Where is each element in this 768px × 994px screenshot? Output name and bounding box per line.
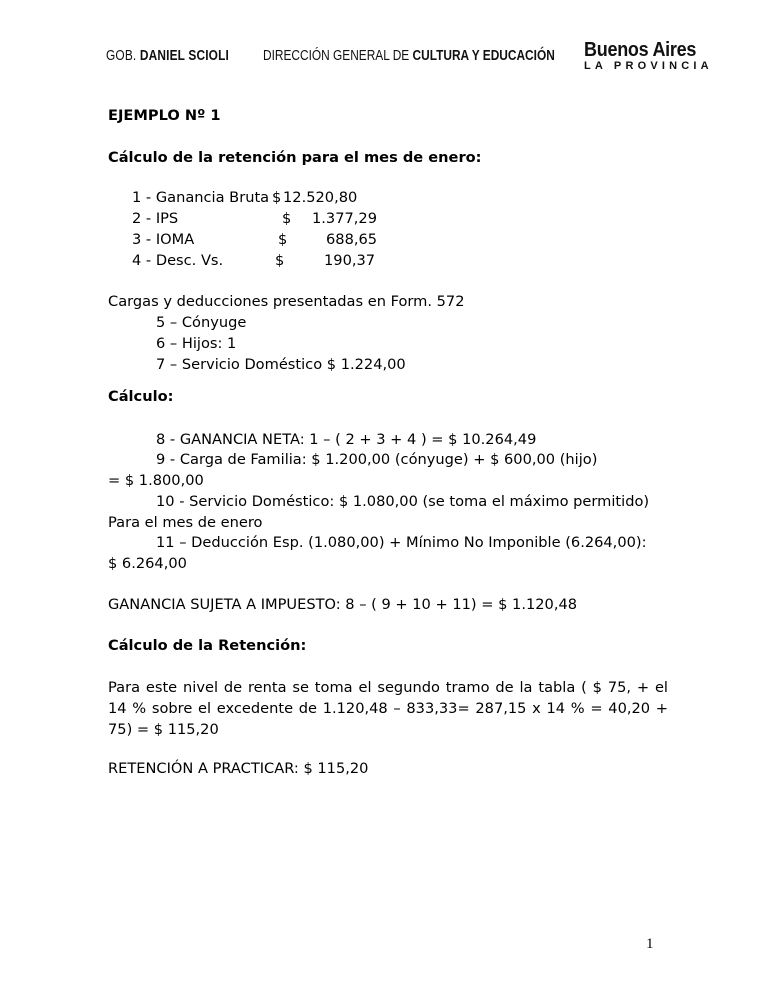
gob-name: DANIEL SCIOLI: [139, 48, 229, 64]
retencion-paragraph: Para este nivel de renta se toma el segundo tramo de la tabla ( $ 75, + el 14 % sobre el excedente de 1.120,48 – 833,33= 287,15 x 14 % = 40,20 + 75) = $ 115,20: [108, 679, 668, 738]
dir-prefix: DIRECCIÓN GENERAL DE: [263, 48, 410, 64]
item-amount: 1.377,29: [312, 210, 377, 227]
item-currency: $: [272, 189, 282, 206]
gob-prefix: GOB.: [106, 48, 137, 64]
calc-line-11: 11 – Deducción Esp. (1.080,00) + Mínimo No Imponible (6.264,00):: [156, 534, 647, 551]
item-amount: 12.520,80: [283, 189, 358, 206]
calculo-heading: Cálculo:: [108, 388, 174, 405]
carga-item: 5 – Cónyuge: [156, 314, 247, 331]
item-currency: $: [278, 231, 288, 248]
government-name: [106, 48, 229, 64]
calc-line-10: 10 - Servicio Doméstico: $ 1.080,00 (se toma el máximo permitido): [156, 493, 650, 510]
cargas-intro: Cargas y deducciones presentadas en Form. 572: [108, 293, 465, 310]
item-amount: 688,65: [326, 231, 378, 248]
item-label: 3 - IOMA: [132, 231, 195, 248]
retencion-final: RETENCIÓN A PRACTICAR: $ 115,20: [108, 760, 369, 777]
calc-line-8: 8 - GANANCIA NETA: 1 – ( 2 + 3 + 4 ) = $ 10.264,49: [156, 431, 537, 448]
carga-item: 7 – Servicio Doméstico $ 1.224,00: [156, 356, 406, 373]
item-label: 2 - IPS: [132, 210, 179, 227]
logo-bottom-text: LA PROVINCIA: [584, 60, 713, 72]
calc-line-10-note: Para el mes de enero: [108, 514, 263, 531]
calc-line-9-result: = $ 1.800,00: [108, 472, 204, 489]
item-label: 1 - Ganancia Bruta: [132, 189, 270, 206]
page-header: [0, 38, 768, 74]
item-currency: $: [275, 252, 285, 269]
item-amount: 190,37: [324, 252, 376, 269]
buenos-aires-logo: [584, 39, 713, 72]
doc-title: EJEMPLO Nº 1: [108, 107, 221, 124]
item-currency: $: [282, 210, 292, 227]
carga-item: 6 – Hijos: 1: [156, 335, 237, 352]
calc-line-11-result: $ 6.264,00: [108, 555, 187, 572]
logo-top-text: Buenos Aires: [584, 39, 697, 61]
calc-line-9: 9 - Carga de Familia: $ 1.200,00 (cónyuge) + $ 600,00 (hijo): [156, 451, 598, 468]
doc-subtitle: Cálculo de la retención para el mes de enero:: [108, 149, 482, 166]
retencion-heading: Cálculo de la Retención:: [108, 637, 307, 654]
dir-name: CULTURA Y EDUCACIÓN: [412, 48, 555, 64]
ganancia-sujeta: GANANCIA SUJETA A IMPUESTO: 8 – ( 9 + 10 + 11) = $ 1.120,48: [108, 596, 578, 613]
item-label: 4 - Desc. Vs.: [132, 252, 224, 269]
directorate-name: [263, 48, 555, 64]
page-number: 1: [646, 936, 654, 952]
